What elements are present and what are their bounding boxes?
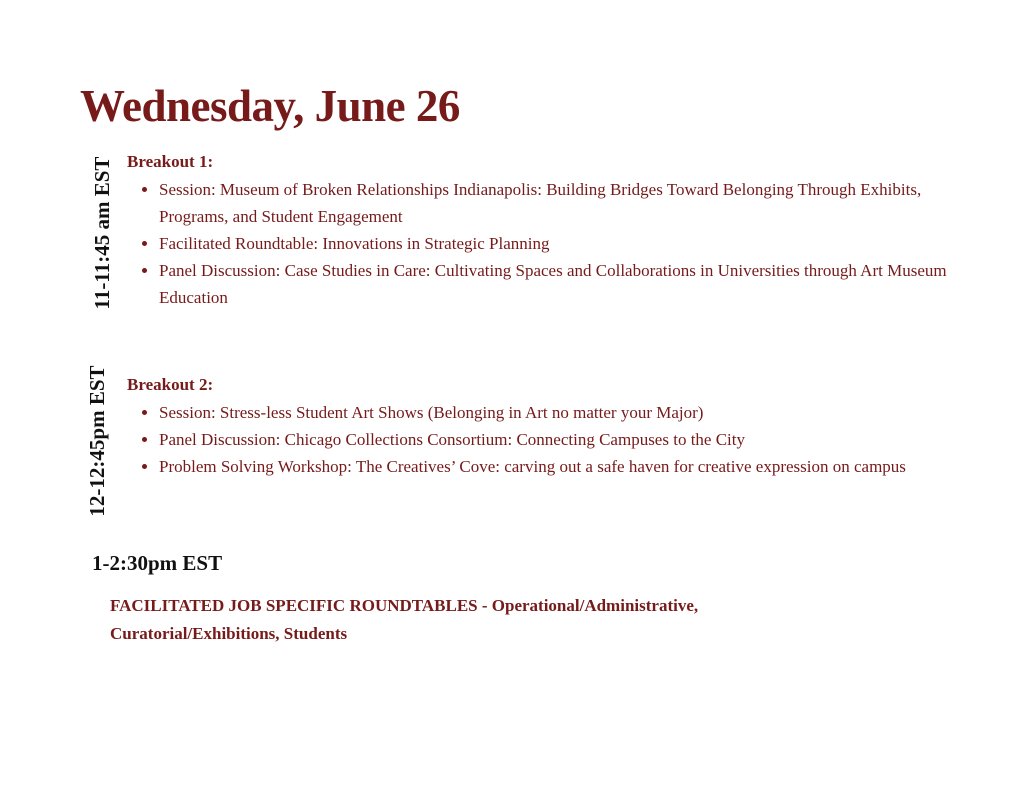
list-item: Problem Solving Workshop: The Creatives’ Cove: carving out a safe haven for creative expression on campus (159, 453, 987, 480)
time-label-breakout-2: 12-12:45pm EST (85, 365, 109, 517)
time-label-breakout-1: 11-11:45 am EST (90, 156, 114, 310)
roundtables-text: FACILITATED JOB SPECIFIC ROUNDTABLES - Operational/Administrative, Curatorial/Exhibitions, Students (110, 596, 699, 643)
breakout-1-list (127, 176, 987, 311)
list-item: Session: Stress-less Student Art Shows (Belonging in Art no matter your Major) (159, 399, 987, 426)
time-label-roundtables: 1-2:30pm EST (92, 551, 223, 575)
list-item: Panel Discussion: Chicago Collections Consortium: Connecting Campuses to the City (159, 426, 987, 453)
breakout-2-heading: Breakout 2: (127, 375, 214, 394)
list-item: Facilitated Roundtable: Innovations in Strategic Planning (159, 230, 987, 257)
list-item: Panel Discussion: Case Studies in Care: Cultivating Spaces and Collaborations in Universities through Art Museum Education (159, 257, 987, 311)
breakout-1-section (127, 150, 987, 311)
breakout-2-section (127, 373, 987, 480)
breakout-2-list (127, 399, 987, 480)
page-title: Wednesday, June 26 (80, 81, 460, 131)
list-item: Session: Museum of Broken Relationships Indianapolis: Building Bridges Toward Belonging Through Exhibits, Programs, and Student Engagement (159, 176, 987, 230)
breakout-1-heading: Breakout 1: (127, 152, 214, 171)
